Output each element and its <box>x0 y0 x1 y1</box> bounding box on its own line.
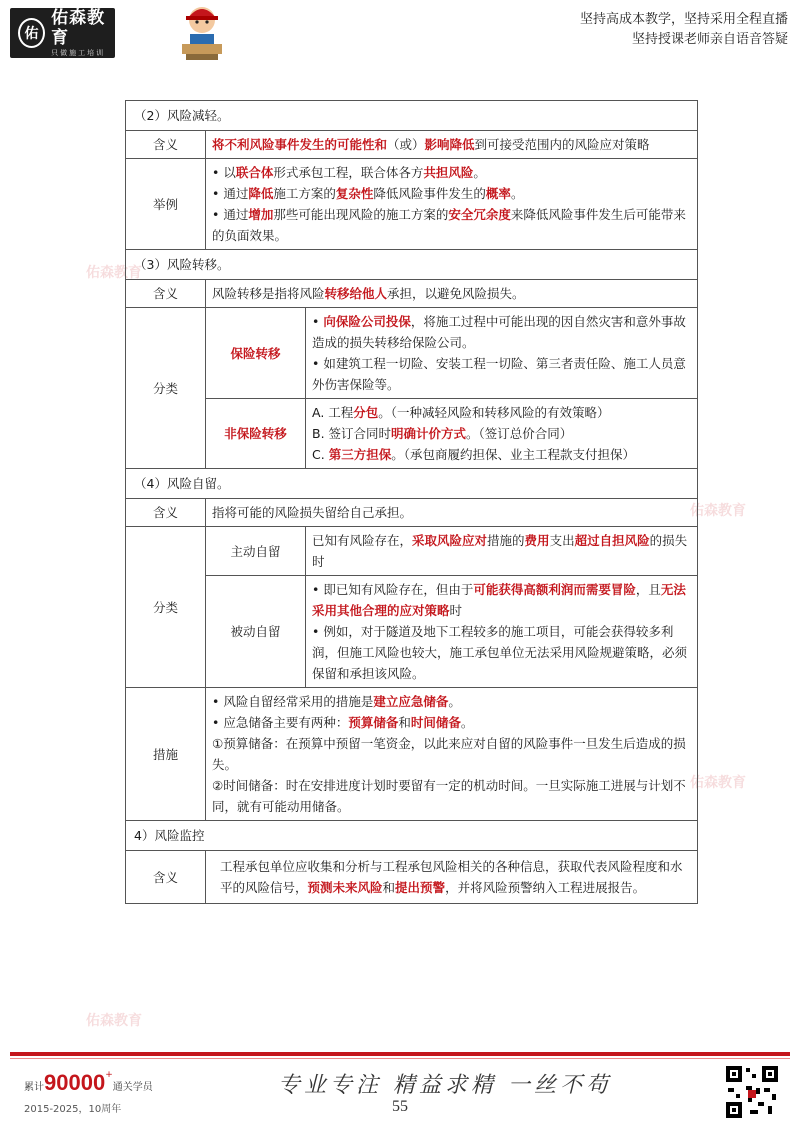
handwritten-motto: 专业专注 精益求精 一丝不苟 <box>278 1073 612 1098</box>
section-title: （4）风险自留。 <box>126 469 698 499</box>
logo-slogan: 只做施工培训 <box>51 49 106 57</box>
row-label: 含义 <box>126 499 206 527</box>
logo-emblem-icon: 佑 <box>18 18 45 48</box>
row-label: 含义 <box>126 280 206 308</box>
definition-cell: 将不利风险事件发生的可能性和（或）影响降低到可接受范围内的风险应对策略 <box>206 131 698 159</box>
header-tagline-2: 坚持授课老师亲自语音答疑 <box>631 32 788 47</box>
logo-name: 佑森教育 <box>51 8 106 48</box>
definition-cell: 工程承包单位应收集和分析与工程承包风险相关的各种信息，获取代表风险程度和水平的风险信号，预测未来风险和提出预警，并将风险预警纳入工程进展报告。 <box>206 851 698 904</box>
measures-cell: • 风险自留经常采用的措施是建立应急储备。 • 应急储备主要有两种：预算储备和时间储备。 ①预算储备：在预算中预留一笔资金，以此来应对自留的风险事件一旦发生后造成的损失。 ②时间储备：时在安排进度计划时要留有一定的机动时间。一旦实际施工进展与计划不同，就有可能动用储备。 <box>206 688 698 821</box>
sub-label: 主动自留 <box>206 527 306 576</box>
sub-label: 非保险转移 <box>206 399 306 469</box>
student-count: 累计90000+通关学员 <box>24 1070 153 1095</box>
watermark: 佑森教育 <box>690 503 746 519</box>
insurance-transfer-cell: • 向保险公司投保，将施工过程中可能出现的因自然灾害和意外事故造成的损失转移给保险公司。 • 如建筑工程一切险、安装工程一切险、第三者责任险、施工人员意外伤害保险等。 <box>306 308 698 399</box>
section-title: 4）风险监控 <box>126 821 698 851</box>
section-title: （3）风险转移。 <box>126 250 698 280</box>
row-label: 措施 <box>126 688 206 821</box>
non-insurance-transfer-cell: A. 工程分包。（一种减轻风险和转移风险的有效策略） B. 签订合同时明确计价方式。（签订总价合同） C. 第三方担保。（承包商履约担保、业主工程款支付担保） <box>306 399 698 469</box>
row-label: 分类 <box>126 308 206 469</box>
row-label: 含义 <box>126 131 206 159</box>
footer-divider <box>10 1058 790 1059</box>
definition-cell: 指将可能的风险损失留给自己承担。 <box>206 499 698 527</box>
section-title: （2）风险减轻。 <box>126 101 698 131</box>
page-number: 55 <box>392 1098 408 1115</box>
anniversary-text: 2015-2025，10周年 <box>24 1104 122 1115</box>
risk-response-table <box>125 100 698 904</box>
row-label: 分类 <box>126 527 206 688</box>
brand-logo <box>10 8 115 58</box>
examples-cell: • 以联合体形式承包工程，联合体各方共担风险。 • 通过降低施工方案的复杂性降低风险事件发生的概率。 • 通过增加那些可能出现风险的施工方案的安全冗余度来降低风险事件发生后可能带来的负面效果。 <box>206 159 698 250</box>
watermark: 佑森教育 <box>86 265 142 281</box>
active-retention-cell: 已知有风险存在，采取风险应对措施的费用支出超过自担风险的损失时 <box>306 527 698 576</box>
definition-cell: 风险转移是指将风险转移给他人承担，以避免风险损失。 <box>206 280 698 308</box>
watermark: 佑森教育 <box>690 775 746 791</box>
row-label: 含义 <box>126 851 206 904</box>
header-tagline-1: 坚持高成本教学，坚持采用全程直播 <box>579 12 788 27</box>
mascot-icon <box>176 4 228 62</box>
footer-divider <box>10 1052 790 1056</box>
sub-label: 保险转移 <box>206 308 306 399</box>
passive-retention-cell: • 即已知有风险存在，但由于可能获得高额利润而需要冒险，且无法采用其他合理的应对策略时 • 例如，对于隧道及地下工程较多的施工项目，可能会获得较多利润，但施工风险也较大，施工承包单位无法采用风险规避策略，必须保留和承担该风险。 <box>306 576 698 688</box>
page-header <box>0 0 800 66</box>
qr-code-icon <box>724 1064 780 1120</box>
row-label: 举例 <box>126 159 206 250</box>
sub-label: 被动自留 <box>206 576 306 688</box>
watermark: 佑森教育 <box>86 1013 142 1029</box>
